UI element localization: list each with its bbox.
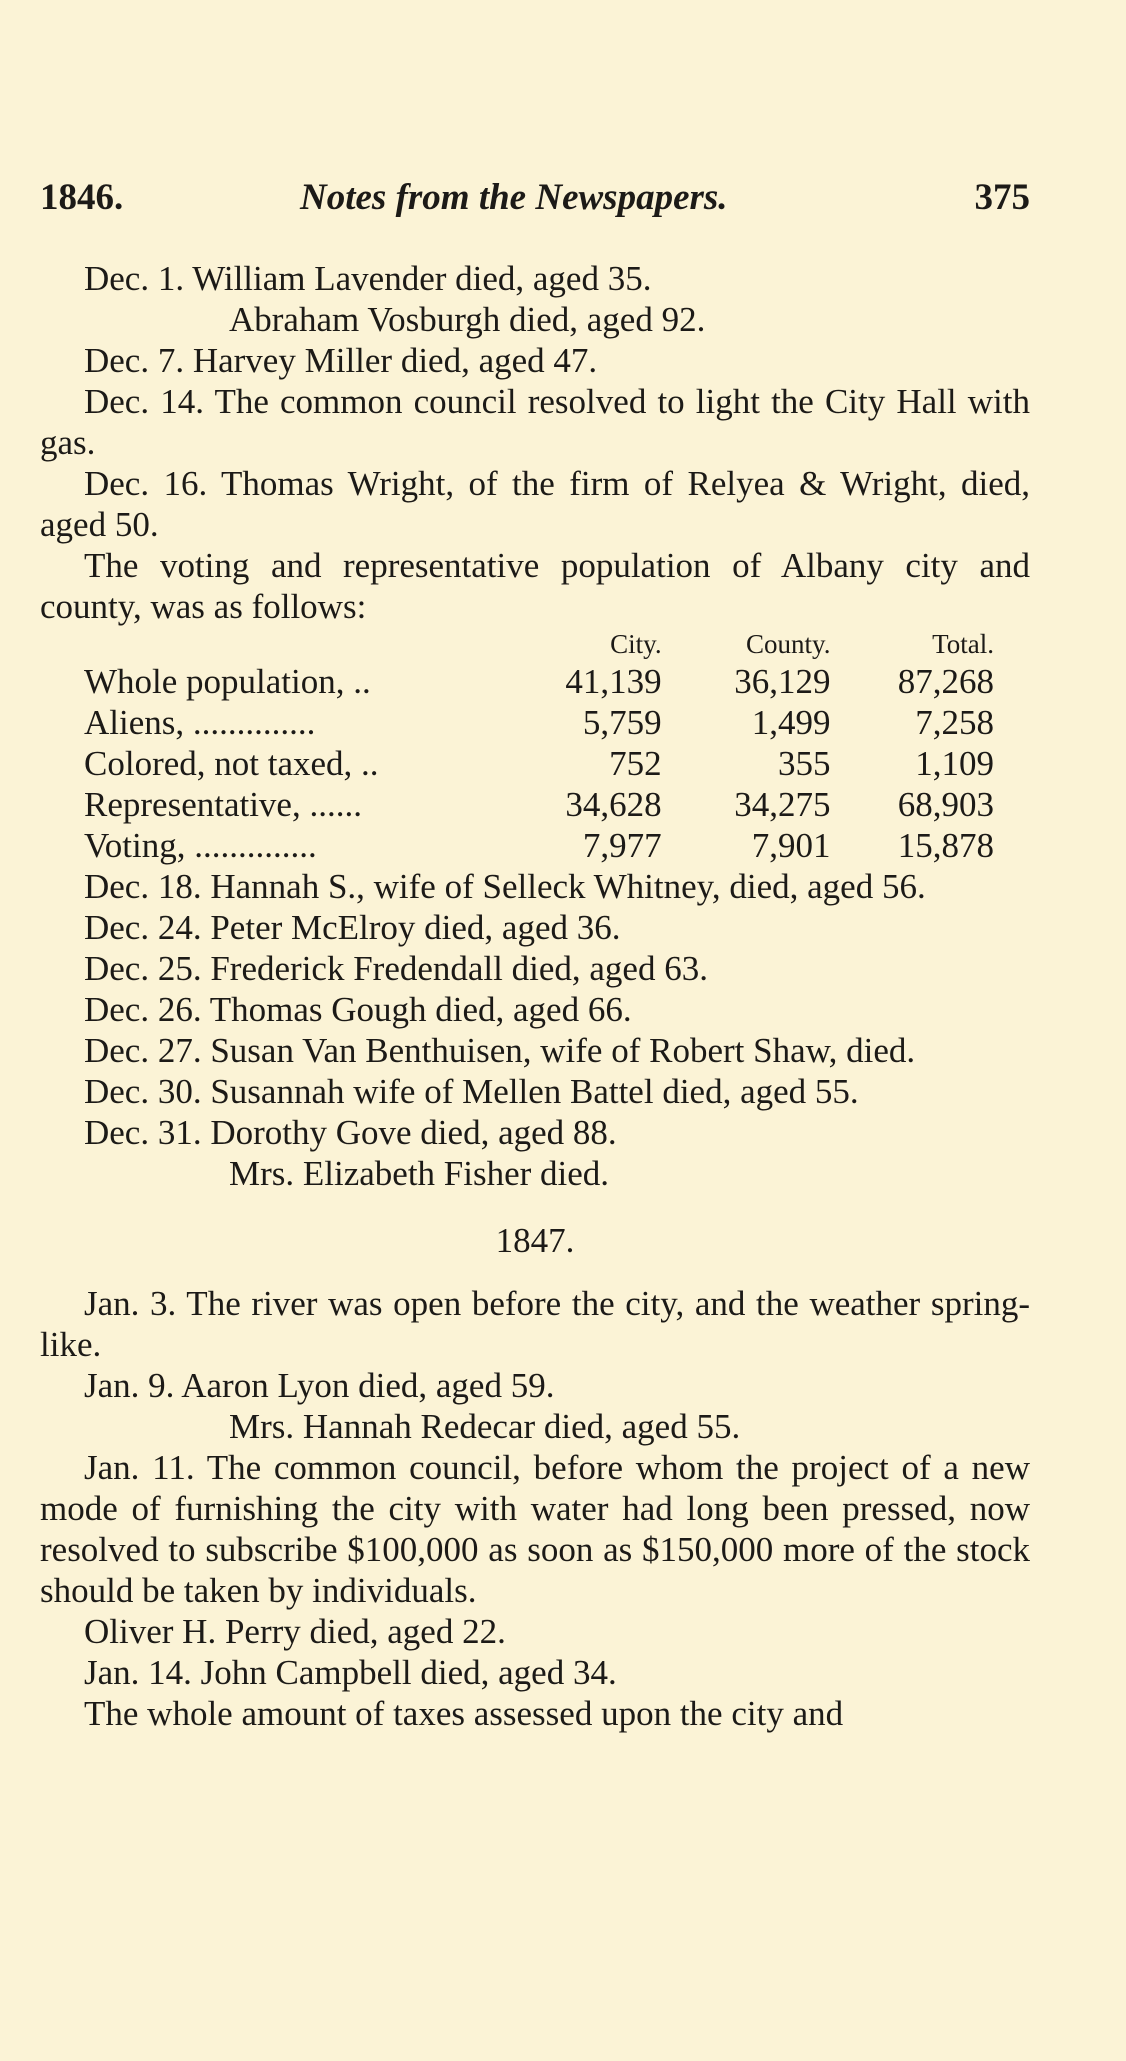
year-heading: 1847. — [495, 1221, 575, 1260]
entry: Mrs. Hannah Redecar died, aged 55. — [229, 1407, 741, 1446]
entry: Jan. 14. John Campbell died, aged 34. — [84, 1653, 617, 1692]
col-city: City. — [610, 629, 662, 659]
entry: Dec. 14. The common council resolved to light the City Hall with gas. — [40, 382, 1030, 462]
col-county: County. — [746, 629, 831, 659]
col-total: Total. — [932, 629, 994, 659]
page-number: 375 — [974, 177, 1030, 218]
entry: Jan. 11. The common council, before whom the project of a new mode of furnishing the city with water had long been pressed, now resolved to subscribe $100,000 as soon as $150,000 more of the stock should be taken by individuals. — [40, 1448, 1030, 1610]
entry: Dec. 31. Dorothy Gove died, aged 88. — [84, 1113, 617, 1152]
table-row: Whole population, .. 41,139 36,129 87,268 — [84, 662, 994, 701]
entry: Dec. 1. William Lavender died, aged 35. — [84, 259, 652, 298]
table-header-row — [84, 627, 994, 661]
page-body — [40, 258, 1030, 1734]
population-table — [84, 627, 994, 866]
entry: Dec. 16. Thomas Wright, of the firm of Relyea & Wright, died, aged 50. — [40, 464, 1030, 544]
entry: Dec. 24. Peter McElroy died, aged 36. — [84, 908, 621, 947]
entry: Oliver H. Perry died, aged 22. — [84, 1612, 506, 1651]
entry: The voting and representative population of Albany city and county, was as follows: — [40, 546, 1030, 626]
entry: Dec. 25. Frederick Fredendall died, aged 63. — [84, 949, 708, 988]
entry: Mrs. Elizabeth Fisher died. — [229, 1154, 610, 1193]
entry: Jan. 3. The river was open before the city, and the weather spring-like. — [40, 1284, 1030, 1364]
entry: Dec. 27. Susan Van Benthuisen, wife of Robert Shaw, died. — [84, 1031, 916, 1070]
header-year: 1846. — [40, 177, 124, 218]
entry: Dec. 7. Harvey Miller died, aged 47. — [84, 341, 598, 380]
entry: The whole amount of taxes assessed upon the city and — [84, 1694, 844, 1733]
entry: Dec. 18. Hannah S., wife of Selleck Whitney, died, aged 56. — [84, 867, 926, 906]
header-title: Notes from the Newspapers. — [300, 177, 728, 218]
entry: Jan. 9. Aaron Lyon died, aged 59. — [84, 1366, 555, 1405]
table-row: Representative, ...... 34,628 34,275 68,903 — [84, 785, 994, 824]
entry: Dec. 26. Thomas Gough died, aged 66. — [84, 990, 632, 1029]
running-header — [40, 176, 1030, 226]
table-row: Aliens, .............. 5,759 1,499 7,258 — [84, 703, 994, 742]
table-row: Voting, .............. 7,977 7,901 15,878 — [84, 826, 994, 865]
table-row: Colored, not taxed, .. 752 355 1,109 — [84, 744, 994, 783]
entry: Abraham Vosburgh died, aged 92. — [229, 300, 706, 339]
entry: Dec. 30. Susannah wife of Mellen Battel died, aged 55. — [84, 1072, 859, 1111]
